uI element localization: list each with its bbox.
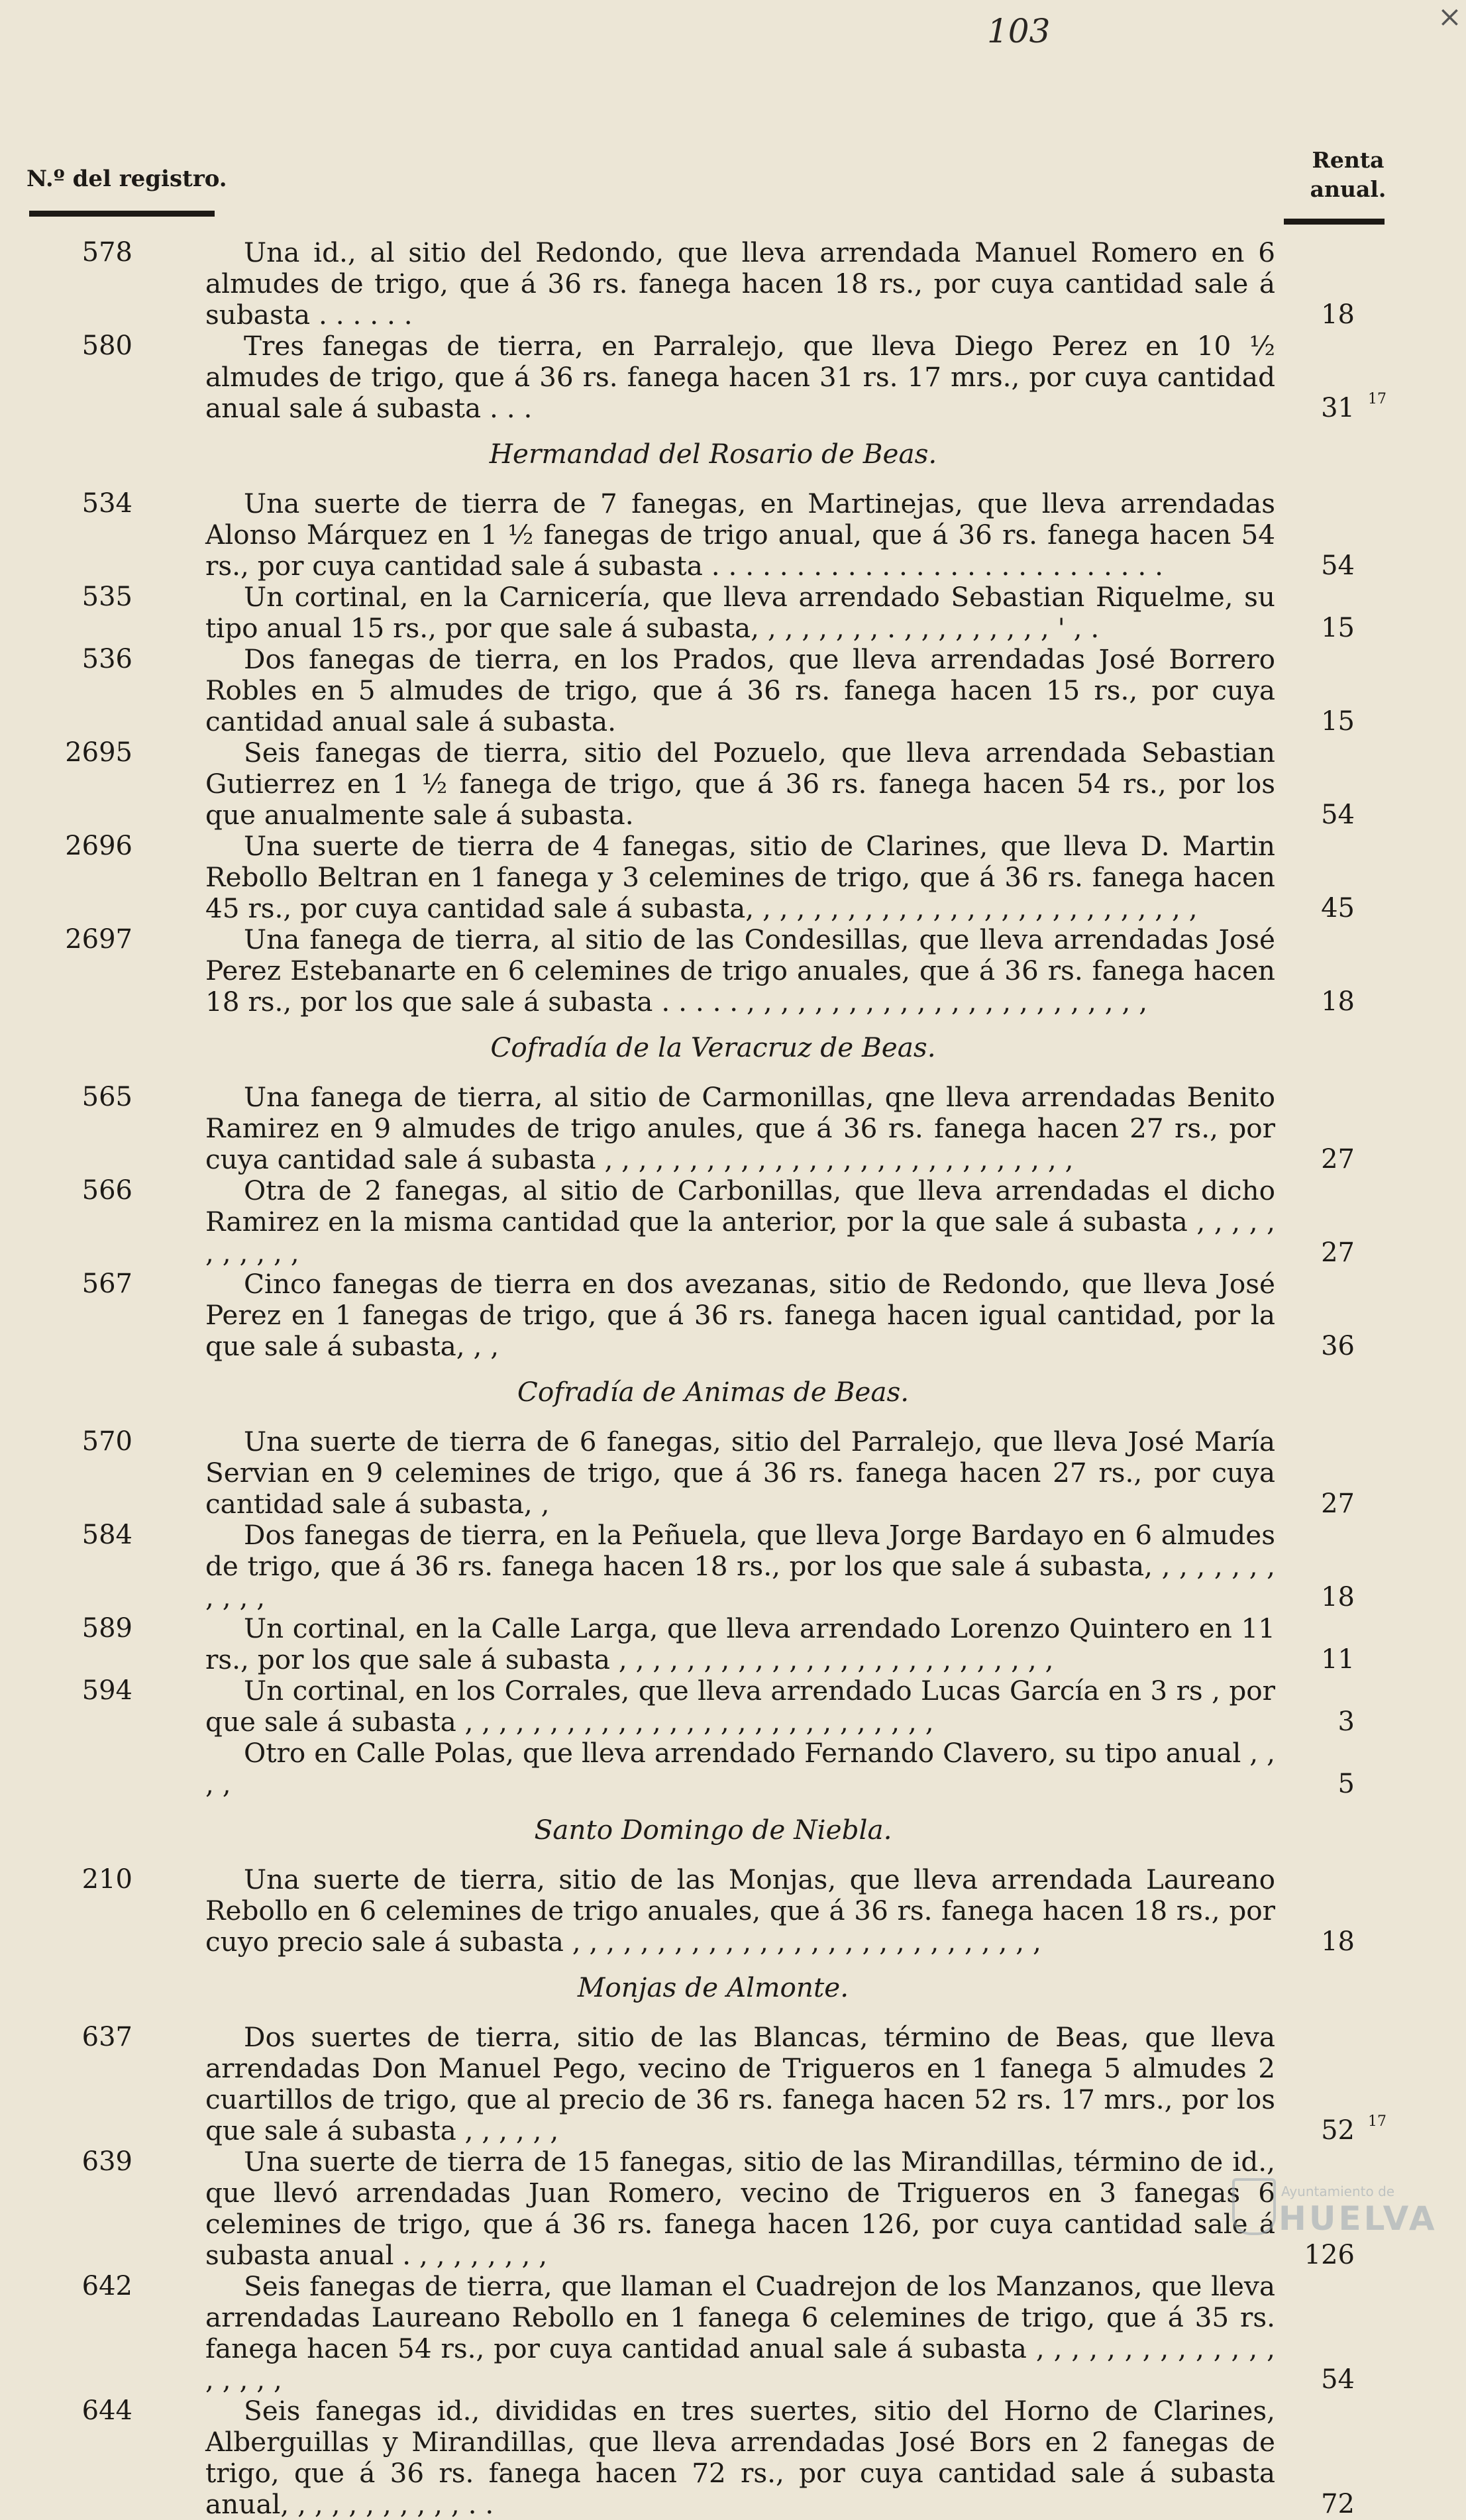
register-entry xyxy=(0,2022,1466,2146)
header-rule-right xyxy=(1284,219,1385,225)
annual-rent-header xyxy=(1298,146,1398,204)
entry-description: Seis fanegas de tierra, sitio del Pozuelo, que lleva arrendada Sebastian Gutierrez en 1 ½ fanega de trigo, que á 36 rs. fanega hacen 54 rs., por los que anualmente sale á subasta. xyxy=(205,737,1275,831)
register-number: 534 xyxy=(81,488,132,519)
annual-rent-amount: 31 xyxy=(1321,393,1355,423)
annual-rent-amount: 27 xyxy=(1321,1144,1355,1175)
annual-rent-header-line1: Renta xyxy=(1312,147,1385,173)
register-entry xyxy=(0,582,1466,644)
register-number: 570 xyxy=(81,1426,132,1457)
annual-rent-amount: 18 xyxy=(1321,986,1355,1017)
register-number: 566 xyxy=(81,1175,132,1206)
entry-description: Una suerte de tierra de 6 fanegas, sitio del Parralejo, que lleva José María Servian en 9 celemines de trigo, que á 36 rs. fanega hacen 27 rs., por cuya cantidad sale á subasta, , xyxy=(205,1426,1275,1520)
entry-description: Un cortinal, en los Corrales, que lleva arrendado Lucas García en 3 rs , por que sale á subasta , , , , , , , , , , , , , , , , , , , , , , , , , , , , xyxy=(205,1675,1275,1738)
register-number: 578 xyxy=(81,237,132,268)
register-entry xyxy=(0,1613,1466,1675)
annual-rent-amount: 27 xyxy=(1321,1237,1355,1268)
register-listing xyxy=(0,236,1466,2520)
page-number: 103 xyxy=(987,12,1051,50)
section-title: Monjas de Almonte. xyxy=(577,1971,849,2003)
register-entry xyxy=(0,1426,1466,1520)
entry-description: Tres fanegas de tierra, en Parralejo, que lleva Diego Perez en 10 ½ almudes de trigo, que á 36 rs. fanega hacen 31 rs. 17 mrs., por cuya cantidad anual sale á subasta . . . xyxy=(205,330,1275,424)
section-title: Santo Domingo de Niebla. xyxy=(534,1814,892,1846)
annual-rent-amount: 15 xyxy=(1321,613,1355,643)
register-number: 210 xyxy=(81,1864,132,1895)
register-entry xyxy=(0,1269,1466,1362)
register-number: 565 xyxy=(81,1082,132,1112)
register-entry xyxy=(0,1738,1466,1800)
entry-description: Una id., al sitio del Redondo, que lleva arrendada Manuel Romero en 6 almudes de trigo, que á 36 rs. fanega hacen 18 rs., por cuya cantidad sale á subasta . . . . . . xyxy=(205,236,1275,331)
register-number: 644 xyxy=(81,2395,132,2426)
register-entry xyxy=(0,237,1466,331)
register-entry xyxy=(0,488,1466,582)
register-number: 639 xyxy=(81,2146,132,2177)
archive-watermark xyxy=(1232,2173,1438,2246)
annual-rent-amount: 5 xyxy=(1337,1769,1355,1799)
register-number: 536 xyxy=(81,644,132,674)
register-number-header: N.º del registro. xyxy=(26,166,227,192)
section-title: Hermandad del Rosario de Beas. xyxy=(489,438,937,470)
register-entry xyxy=(0,1864,1466,1958)
entry-description: Un cortinal, en la Carnicería, que lleva arrendado Sebastian Riquelme, su tipo anual 15 rs., por que sale á subasta, , , , , , , , . , , , , , , , , , ' , . xyxy=(205,581,1275,644)
entry-description: Una suerte de tierra, sitio de las Monjas, que lleva arrendada Laureano Rebollo en 6 celemines de trigo anuales, que á 36 rs. fanega hacen 18 rs., por cuyo precio sale á subasta , , , , , , , , , , , , , , , , , , , , , , , , , , , , xyxy=(205,1864,1275,1958)
register-entry xyxy=(0,644,1466,737)
entry-description: Una suerte de tierra de 7 fanegas, en Martinejas, que lleva arrendadas Alonso Márquez en 1 ½ fanegas de trigo anual, que á 36 rs. fanega hacen 54 rs., por cuya cantidad sale á subasta . . . . . . . . . . . . . . . . . . . . . . . . . . . xyxy=(205,488,1275,582)
entry-description: Una fanega de tierra, al sitio de Carmonillas, qne lleva arrendadas Benito Ramirez en 9 almudes de trigo anules, que á 36 rs. fanega hacen 27 rs., por cuya cantidad sale á subasta , , , , , , , , , , , , , , , , , , , , , , , , , , , , xyxy=(205,1081,1275,1175)
register-number: 2695 xyxy=(65,737,132,768)
register-entry xyxy=(0,331,1466,424)
annual-rent-amount: 45 xyxy=(1321,893,1355,923)
register-entry xyxy=(0,1082,1466,1175)
register-number: 580 xyxy=(81,331,132,361)
register-number: 589 xyxy=(81,1613,132,1644)
register-number: 594 xyxy=(81,1675,132,1706)
section-title: Cofradía de Animas de Beas. xyxy=(517,1376,910,1408)
annual-rent-amount: 11 xyxy=(1321,1644,1355,1675)
register-number: 2696 xyxy=(65,831,132,861)
register-number: 567 xyxy=(81,1269,132,1299)
section-title: Cofradía de la Veracruz de Beas. xyxy=(490,1031,936,1063)
register-entry xyxy=(0,2395,1466,2520)
register-entry xyxy=(0,2271,1466,2395)
entry-description: Dos fanegas de tierra, en los Prados, que lleva arrendadas José Borrero Robles en 5 almudes de trigo, que á 36 rs. fanega hacen 15 rs., por cuya cantidad anual sale á subasta. xyxy=(205,643,1275,737)
register-entry xyxy=(0,1175,1466,1269)
header-rule-left xyxy=(29,211,215,217)
entry-description: Seis fanegas de tierra, que llaman el Cuadrejon de los Manzanos, que lleva arrendadas Laureano Rebollo en 1 fanega 6 celemines de trigo, que á 35 rs. fanega hacen 54 rs., por cuya cantidad anual sale á subasta , , , , , , , , , , , , , , , , , , , xyxy=(205,2270,1275,2395)
entry-description: Una suerte de tierra de 15 fanegas, sitio de las Mirandillas, término de id., que llevó arrendadas Juan Romero, vecino de Trigueros en 3 fanegas 6 celemines de trigo, que á 36 rs. fanega hacen 126, por cuya cantidad sale á subasta anual . , , , , , , , , xyxy=(205,2146,1275,2271)
entry-description: Dos suertes de tierra, sitio de las Blancas, término de Beas, que lleva arrendadas Don Manuel Pego, vecino de Trigueros en 1 fanega 5 almudes 2 cuartillos de trigo, que al precio de 36 rs. fanega hacen 52 rs. 17 mrs., por los que sale á subasta , , , , , , xyxy=(205,2021,1275,2146)
register-number: 637 xyxy=(81,2022,132,2052)
annual-rent-amount: 18 xyxy=(1321,1582,1355,1612)
annual-rent-amount: 15 xyxy=(1321,706,1355,737)
annual-rent-amount: 54 xyxy=(1321,551,1355,581)
register-number: 535 xyxy=(81,582,132,612)
register-entry xyxy=(0,924,1466,1018)
annual-rent-amount: 18 xyxy=(1321,299,1355,330)
annual-rent-amount: 126 xyxy=(1304,2240,1355,2270)
amount-maravedis: 17 xyxy=(1368,391,1387,407)
entry-description: Dos fanegas de tierra, en la Peñuela, que lleva Jorge Bardayo en 6 almudes de trigo, que á 36 rs. fanega hacen 18 rs., por los que sale á subasta, , , , , , , , , , , , xyxy=(205,1519,1275,1613)
register-number: 2697 xyxy=(65,924,132,955)
entry-description: Una suerte de tierra de 4 fanegas, sitio de Clarines, que lleva D. Martin Rebollo Beltran en 1 fanega y 3 celemines de trigo, que á 36 rs. fanega hacen 45 rs., por cuya cantidad sale á subasta, , , , , , , , , , , , , , , , , , , , , , , , , , , xyxy=(205,830,1275,924)
corner-mark: × xyxy=(1438,0,1462,34)
register-entry xyxy=(0,831,1466,924)
annual-rent-amount: 54 xyxy=(1321,800,1355,830)
entry-description: Otra de 2 fanegas, al sitio de Carbonillas, que lleva arrendadas el dicho Ramirez en la misma cantidad que la anterior, por la que sale á subasta , , , , , , , , , , , xyxy=(205,1175,1275,1269)
amount-maravedis: 17 xyxy=(1368,2113,1387,2130)
watermark-small-text: Ayuntamiento de xyxy=(1281,2183,1395,2199)
annual-rent-header-line2: anual. xyxy=(1310,176,1387,202)
entry-description: Cinco fanegas de tierra en dos avezanas, sitio de Redondo, que lleva José Perez en 1 fanegas de trigo, que á 36 rs. fanega hacen igual cantidad, por la que sale á subasta, , , xyxy=(205,1268,1275,1362)
entry-description: Un cortinal, en la Calle Larga, que lleva arrendado Lorenzo Quintero en 11 rs., por los que sale á subasta , , , , , , , , , , , , , , , , , , , , , , , , , , xyxy=(205,1612,1275,1675)
register-entry xyxy=(0,1520,1466,1613)
annual-rent-amount: 52 xyxy=(1321,2115,1355,2146)
register-entry xyxy=(0,737,1466,831)
register-number: 584 xyxy=(81,1520,132,1550)
watermark-big-text: HUELVA xyxy=(1279,2199,1438,2238)
annual-rent-amount: 18 xyxy=(1321,1926,1355,1957)
annual-rent-amount: 54 xyxy=(1321,2364,1355,2395)
entry-description: Otro en Calle Polas, que lleva arrendado Fernando Clavero, su tipo anual , , , , xyxy=(205,1737,1275,1800)
annual-rent-amount: 27 xyxy=(1321,1489,1355,1519)
annual-rent-amount: 72 xyxy=(1321,2489,1355,2519)
register-entry xyxy=(0,1675,1466,1738)
register-number: 642 xyxy=(81,2271,132,2301)
coat-of-arms-icon xyxy=(1232,2178,1276,2235)
entry-description: Seis fanegas id., divididas en tres suertes, sitio del Horno de Clarines, Alberguillas y Mirandillas, que lleva arrendadas José Bors en 2 fanegas de trigo, que á 36 rs. fanega hacen 72 rs., por cuya cantidad sale á subasta anual, , , , , , , , , , , . . xyxy=(205,2395,1275,2520)
entry-description: Una fanega de tierra, al sitio de las Condesillas, que lleva arrendadas José Perez Estebanarte en 6 celemines de trigo anuales, que á 36 rs. fanega hacen 18 rs., por los que sale á subasta . . . . . , , , , , , , , , , , , , , , , , , , , , , , , xyxy=(205,923,1275,1018)
annual-rent-amount: 3 xyxy=(1337,1706,1355,1737)
annual-rent-amount: 36 xyxy=(1321,1331,1355,1361)
